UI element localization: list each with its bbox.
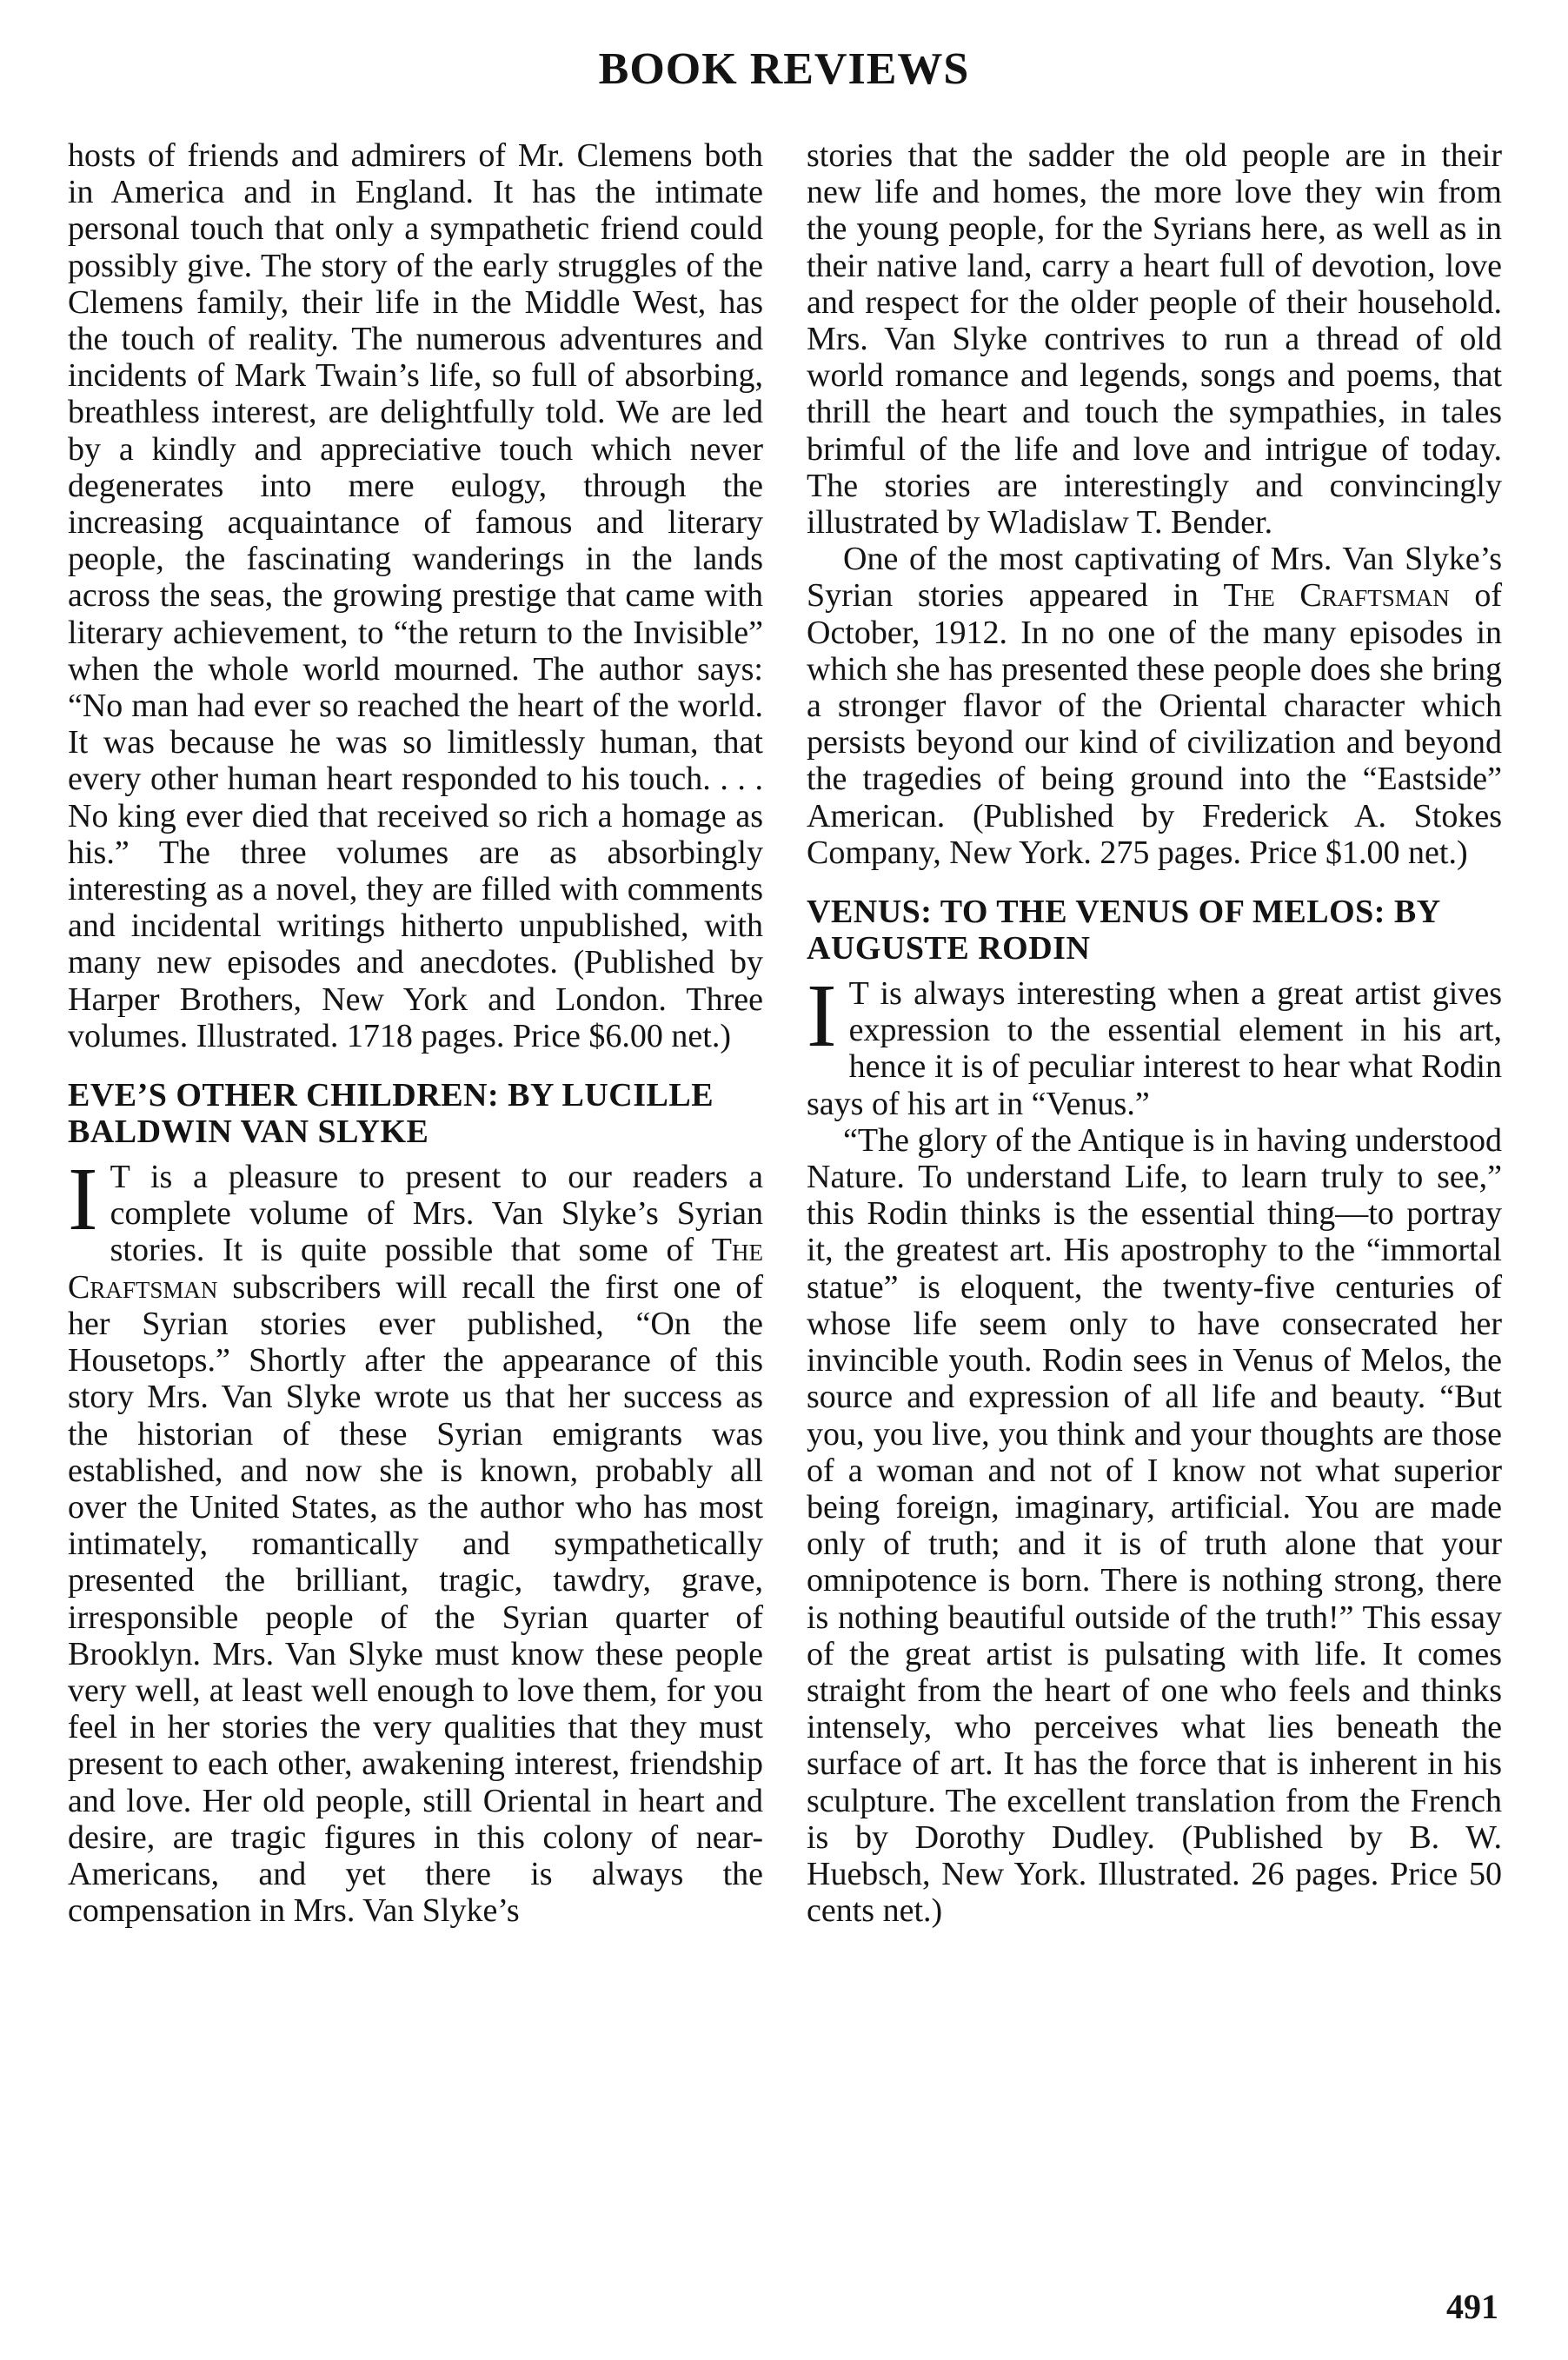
review-text: subscribers will recall the first one of her Syrian stories ever published, “On the Housetops.” Shortly after the appearance of this story Mrs. Van Slyke wrote us that her success as the historian of these Syrian emigrants was established, and now she is known, probably all over the United States, as the author who has most intimately, romantically and sympathetically presented the brilliant, tragic, tawdry, grave, irresponsible people of the Syrian quarter of Brooklyn. Mrs. Van Slyke must know these people very well, at least well enough to love them, for you feel in her stories the very qualities that they must present to each other, awakening interest, friendship and love. Her old people, still Oriental in heart and desire, are tragic figures in this colony of near-Americans, and yet there is always the compensation in Mrs. Van Slyke’s bbox=[68, 1268, 763, 1930]
magazine-name: The Craftsman bbox=[1223, 577, 1450, 615]
review-heading-venus: VENUS: TO THE VENUS OF MELOS: BY AUGUSTE RODIN bbox=[807, 894, 1440, 967]
drop-cap: I bbox=[807, 966, 837, 1067]
van-slyke-review-paragraph-2 bbox=[807, 541, 1502, 871]
running-head-title: BOOK REVIEWS bbox=[598, 44, 970, 94]
review-text: T is a pleasure to present to our readers a complete volume of Mrs. Van Slyke’s Syrian stories. It is quite possible that some of bbox=[110, 1159, 763, 1269]
right-column bbox=[807, 137, 1502, 1929]
clemens-review-continuation: hosts of friends and admirers of Mr. Clemens both in America and in England. It has the intimate personal touch that only a sympathetic friend could possibly give. The story of the early struggles of the Clemens family, their life in the Middle West, has the touch of reality. The numerous adventures and incidents of Mark Twain’s life, so full of absorbing, breathless interest, are delightfully told. We are led by a kindly and appreciative touch which never degenerates into mere eulogy, through the increasing acquaintance of famous and literary people, the fascinating wanderings in the lands across the seas, the growing prestige that came with literary achievement, to “the return to the Invisible” when the whole world mourned. The author says: “No man had ever so reached the heart of the world. It was because he was so limitlessly human, that every other human heart responded to his touch. . . . No king ever died that received so rich a homage as his.” The three volumes are as absorbingly interesting as a novel, they are filled with comments and incidental writings hitherto unpublished, with many new episodes and anecdotes. (Published by Harper Brothers, New York and London. Three volumes. Illustrated. 1718 pages. Price $6.00 net.) bbox=[68, 137, 763, 1054]
review-text: T is always interesting when a great artist gives expression to the essential element in his art, hence it is of peculiar interest to hear what Rodin says of his art in “Venus.” bbox=[807, 975, 1502, 1122]
review-text: of October, 1912. In no one of the many episodes in which she has presented these people does she bring a stronger flavor of the Oriental character which persists beyond our kind of civilization and beyond the tragedies of being ground into the “Eastside” American. (Published by Frederick A. Stokes Company, New York. 275 pages. Price $1.00 net.) bbox=[807, 577, 1502, 871]
venus-review-paragraph-2: “The glory of the Antique is in having understood Nature. To understand Life, to learn truly to see,” this Rodin thinks is the essential thing—to portray it, the greatest art. His apostrophy to the “immortal statue” is eloquent, the twenty-five centuries of whose life seem only to have consecrated her invincible youth. Rodin sees in Venus of Melos, the source and expression of all life and beauty. “But you, you live, you think and your thoughts are those of a woman and not of I know not what superior being foreign, imaginary, artificial. You are made only of truth; and it is of truth alone that your omnipotence is born. There is nothing strong, there is nothing beautiful outside of the truth!” This essay of the great artist is pulsating with life. It comes straight from the heart of one who feels and thinks intensely, who perceives what lies beneath the surface of art. It has the force that is inherent in his sculpture. The excellent translation from the French is by Dorothy Dudley. (Published by B. W. Huebsch, New York. Illustrated. 26 pages. Price 50 cents net.) bbox=[807, 1121, 1502, 1930]
magazine-name: The Craftsman bbox=[68, 1232, 763, 1306]
venus-review-paragraph-1 bbox=[807, 966, 1502, 1122]
eves-other-children-paragraph bbox=[68, 1149, 763, 1930]
van-slyke-review-continuation: stories that the sadder the old people are in their new life and homes, the more love they win from the young people, for the Syrians here, as well as in their native land, carry a heart full of devotion, love and respect for the older people of their household. Mrs. Van Slyke contrives to run a thread of old world romance and legends, songs and poems, that thrill the heart and touch the sympathies, in tales brimful of the life and love and intrigue of today. The stories are interestingly and convincingly illustrated by Wladislaw T. Bender. bbox=[807, 137, 1502, 542]
drop-cap: I bbox=[68, 1149, 98, 1250]
page-number: 491 bbox=[1446, 2287, 1498, 2326]
review-text: One of the most captivating of Mrs. Van Slyke’s Syrian stories appeared in bbox=[807, 541, 1502, 615]
review-heading-eves-other-children: EVE’S OTHER CHILDREN: BY LUCILLE BALDWIN VAN SLYKE bbox=[68, 1077, 714, 1151]
left-column bbox=[68, 137, 763, 1929]
